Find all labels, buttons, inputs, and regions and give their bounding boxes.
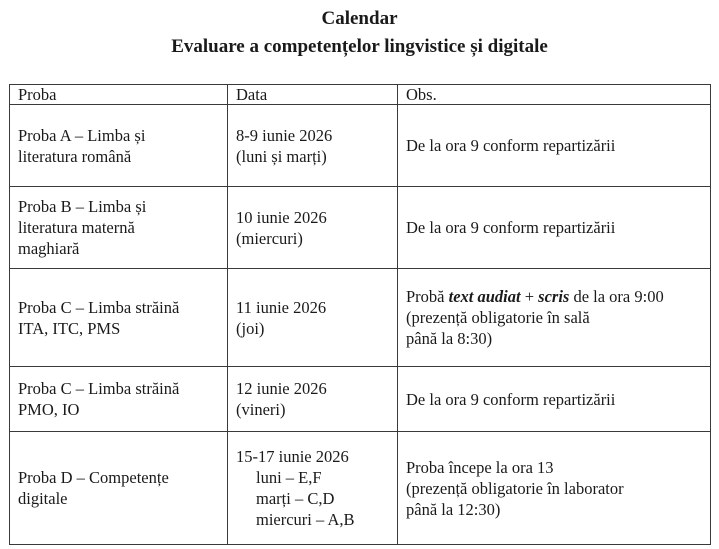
cell-obs: De la ora 9 conform repartizării bbox=[398, 187, 711, 269]
cell-data: 12 iunie 2026 (vineri) bbox=[228, 367, 398, 432]
cell-obs: De la ora 9 conform repartizării bbox=[398, 105, 711, 187]
document-title: Calendar bbox=[321, 8, 398, 29]
obs-first-line: Probă text audiat + scris de la ora 9:00 bbox=[406, 287, 664, 306]
document-subtitle: Evaluare a competențelor lingvistice și digitale bbox=[171, 36, 548, 57]
emphasis-text-audiat: text audiat bbox=[448, 287, 521, 306]
table-row bbox=[10, 187, 711, 269]
cell-obs: Probă text audiat + scris de la ora 9:00 (prezență obligatorie în sală până la 8:30) bbox=[398, 269, 711, 367]
cell-obs: Proba începe la ora 13 (prezență obligatorie în laborator până la 12:30) bbox=[398, 432, 711, 545]
table-row bbox=[10, 269, 711, 367]
table-row bbox=[10, 432, 711, 545]
cell-proba: Proba B – Limba și literatura maternă maghiară bbox=[10, 187, 228, 269]
cell-proba: Proba C – Limba străină ITA, ITC, PMS bbox=[10, 269, 228, 367]
table-row bbox=[10, 105, 711, 187]
cell-data: 8-9 iunie 2026 (luni și marți) bbox=[228, 105, 398, 187]
table-header-row bbox=[10, 85, 711, 105]
table-row bbox=[10, 367, 711, 432]
cell-data: 11 iunie 2026 (joi) bbox=[228, 269, 398, 367]
calendar-table bbox=[9, 84, 711, 545]
cell-proba: Proba D – Competențe digitale bbox=[10, 432, 228, 545]
cell-obs: De la ora 9 conform repartizării bbox=[398, 367, 711, 432]
cell-data: 10 iunie 2026 (miercuri) bbox=[228, 187, 398, 269]
header-proba: Proba bbox=[10, 85, 228, 105]
cell-data: 15-17 iunie 2026 luni – E,F marți – C,D miercuri – A,B bbox=[228, 432, 398, 545]
emphasis-scris: scris bbox=[538, 287, 570, 306]
cell-proba: Proba C – Limba străină PMO, IO bbox=[10, 367, 228, 432]
cell-proba: Proba A – Limba și literatura română bbox=[10, 105, 228, 187]
header-data: Data bbox=[228, 85, 398, 105]
header-obs: Obs. bbox=[398, 85, 711, 105]
